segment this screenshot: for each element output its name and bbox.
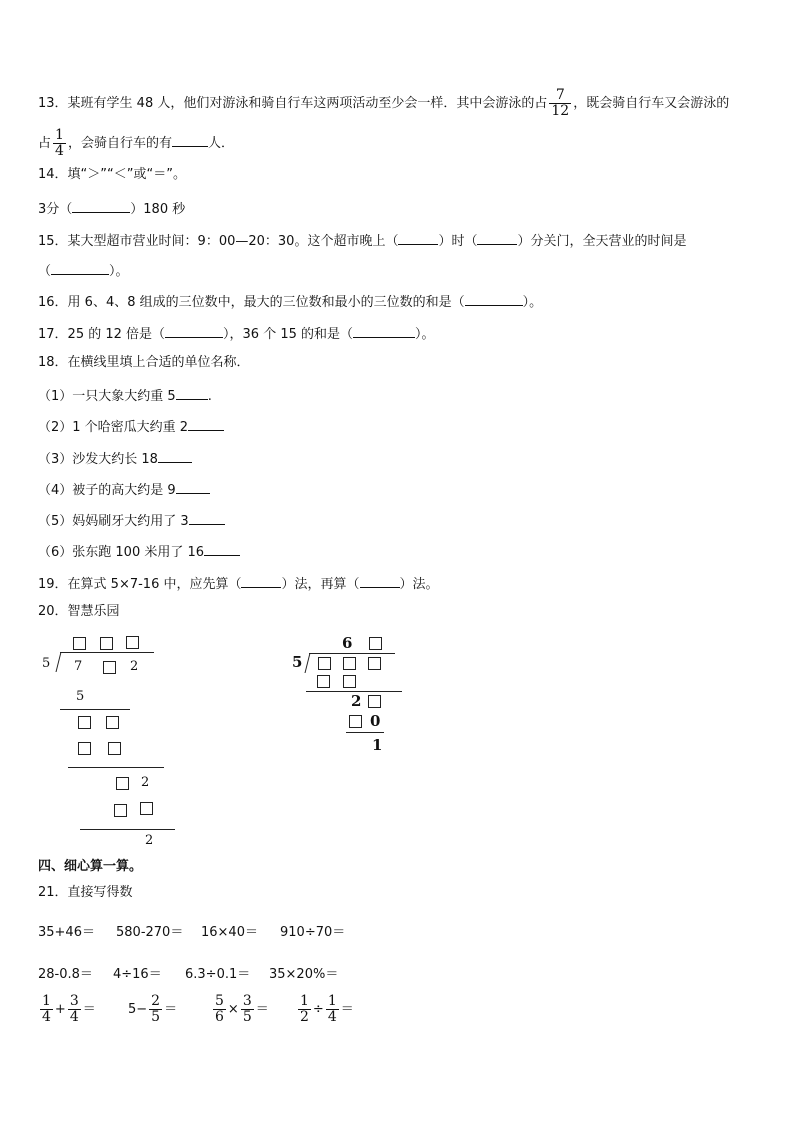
- question-13-line1: 13．某班有学生 48 人，他们对游泳和骑自行车这两项活动至少会一样．其中会游泳的占 $\frac{7}{12}$ ，既会骑自行车又会游泳的: [38, 87, 730, 119]
- answer-blank[interactable]: [51, 260, 109, 275]
- calc-item: 580-270＝: [116, 925, 184, 940]
- digit-box[interactable]: [317, 675, 330, 688]
- answer-blank[interactable]: [477, 230, 517, 245]
- question-20-title: 20．智慧乐园: [38, 604, 120, 619]
- digit-box[interactable]: [126, 636, 139, 649]
- division-bar: [309, 653, 395, 654]
- question-14-item: 3分（ ）180 秒: [38, 198, 185, 219]
- fraction-calc-4: $\frac{1}{2}$ ÷ $\frac{1}{4}$ ＝: [300, 993, 354, 1025]
- answer-blank[interactable]: [158, 448, 192, 463]
- question-18-title: 18．在横线里填上合适的单位名称．: [38, 355, 250, 370]
- answer-blank[interactable]: [189, 510, 225, 525]
- calc-item: 28-0.8＝: [38, 967, 93, 982]
- answer-blank[interactable]: [353, 323, 415, 338]
- q18-item-4: （4）被子的高大约是 9: [38, 479, 210, 500]
- fraction-calc-1: $\frac{1}{4}$ + $\frac{3}{4}$ ＝: [42, 993, 96, 1025]
- digit-box[interactable]: [368, 657, 381, 670]
- division-bar: [60, 652, 154, 653]
- answer-blank[interactable]: [204, 541, 240, 556]
- digit-box[interactable]: [343, 675, 356, 688]
- calc-item: 910÷70＝: [280, 925, 346, 940]
- answer-blank[interactable]: [241, 573, 281, 588]
- digit-box[interactable]: [349, 715, 362, 728]
- q13-text: 13．某班有学生 48 人，他们对游泳和骑自行车这两项活动至少会一样．其中会游泳的占: [38, 96, 548, 111]
- answer-blank[interactable]: [398, 230, 438, 245]
- question-13-line2: 占 $\frac{1}{4}$ ，会骑自行车的有 人．: [38, 127, 234, 159]
- answer-blank[interactable]: [360, 573, 400, 588]
- digit-box[interactable]: [103, 661, 116, 674]
- fraction-calc-3: $\frac{5}{6}$ × $\frac{3}{5}$ ＝: [215, 993, 269, 1025]
- digit-box[interactable]: [100, 637, 113, 650]
- question-21-title: 21．直接写得数: [38, 885, 133, 900]
- answer-blank[interactable]: [188, 416, 224, 431]
- digit-box[interactable]: [343, 657, 356, 670]
- q18-item-5: （5）妈妈刷牙大约用了 3: [38, 510, 225, 531]
- fraction-calc-2: 5− $\frac{2}{5}$ ＝: [128, 993, 178, 1025]
- calc-item: 35×20%＝: [269, 967, 339, 982]
- digit-box[interactable]: [318, 657, 331, 670]
- divisor: 5: [42, 656, 51, 671]
- digit-box[interactable]: [78, 716, 91, 729]
- digit-box[interactable]: [140, 802, 153, 815]
- q18-item-3: （3）沙发大约长 18: [38, 448, 192, 469]
- q18-item-2: （2）1 个哈密瓜大约重 2: [38, 416, 224, 437]
- division-bracket: [56, 652, 62, 672]
- divisor: 5: [292, 653, 303, 671]
- digit-box[interactable]: [114, 804, 127, 817]
- answer-blank[interactable]: [176, 479, 210, 494]
- answer-blank[interactable]: [176, 385, 208, 400]
- section-heading: 四、细心算一算。: [38, 859, 143, 874]
- digit-box[interactable]: [106, 716, 119, 729]
- calc-item: 16×40＝: [201, 925, 258, 940]
- digit-box[interactable]: [369, 637, 382, 650]
- digit-box[interactable]: [73, 637, 86, 650]
- answer-blank[interactable]: [165, 323, 223, 338]
- question-15-line1: 15．某大型超市营业时间：9：00—20：30。这个超市晚上（ ）时（ ）分关门，全天营业的时间是: [38, 230, 686, 251]
- q18-item-6: （6）张东跑 100 米用了 16: [38, 541, 240, 562]
- question-19: 19．在算式 5×7-16 中，应先算（ ）法，再算（ ）法。: [38, 573, 439, 594]
- calc-item: 35+46＝: [38, 925, 95, 940]
- answer-blank[interactable]: [465, 291, 523, 306]
- question-15-line2: （ ）。: [38, 260, 129, 281]
- digit-box[interactable]: [116, 777, 129, 790]
- q18-item-1: （1）一只大象大约重 5 .: [38, 385, 212, 406]
- question-16: 16．用 6、4、8 组成的三位数中，最大的三位数和最小的三位数的和是（ ）。: [38, 291, 542, 312]
- fraction-1-4: $\frac{1}{4}$: [55, 127, 64, 159]
- digit-box[interactable]: [78, 742, 91, 755]
- division-bracket: [305, 653, 311, 673]
- fraction-7-12: $\frac{7}{12}$: [551, 87, 570, 119]
- question-14-title: 14．填“＞”“＜”或“＝”。: [38, 167, 186, 182]
- calc-item: 4÷16＝: [113, 967, 162, 982]
- digit-box[interactable]: [108, 742, 121, 755]
- calc-item: 6.3÷0.1＝: [185, 967, 251, 982]
- digit-box[interactable]: [368, 695, 381, 708]
- answer-blank[interactable]: [72, 198, 130, 213]
- answer-blank[interactable]: [172, 132, 208, 147]
- question-17: 17．25 的 12 倍是（ ），36 个 15 的和是（ ）。: [38, 323, 435, 344]
